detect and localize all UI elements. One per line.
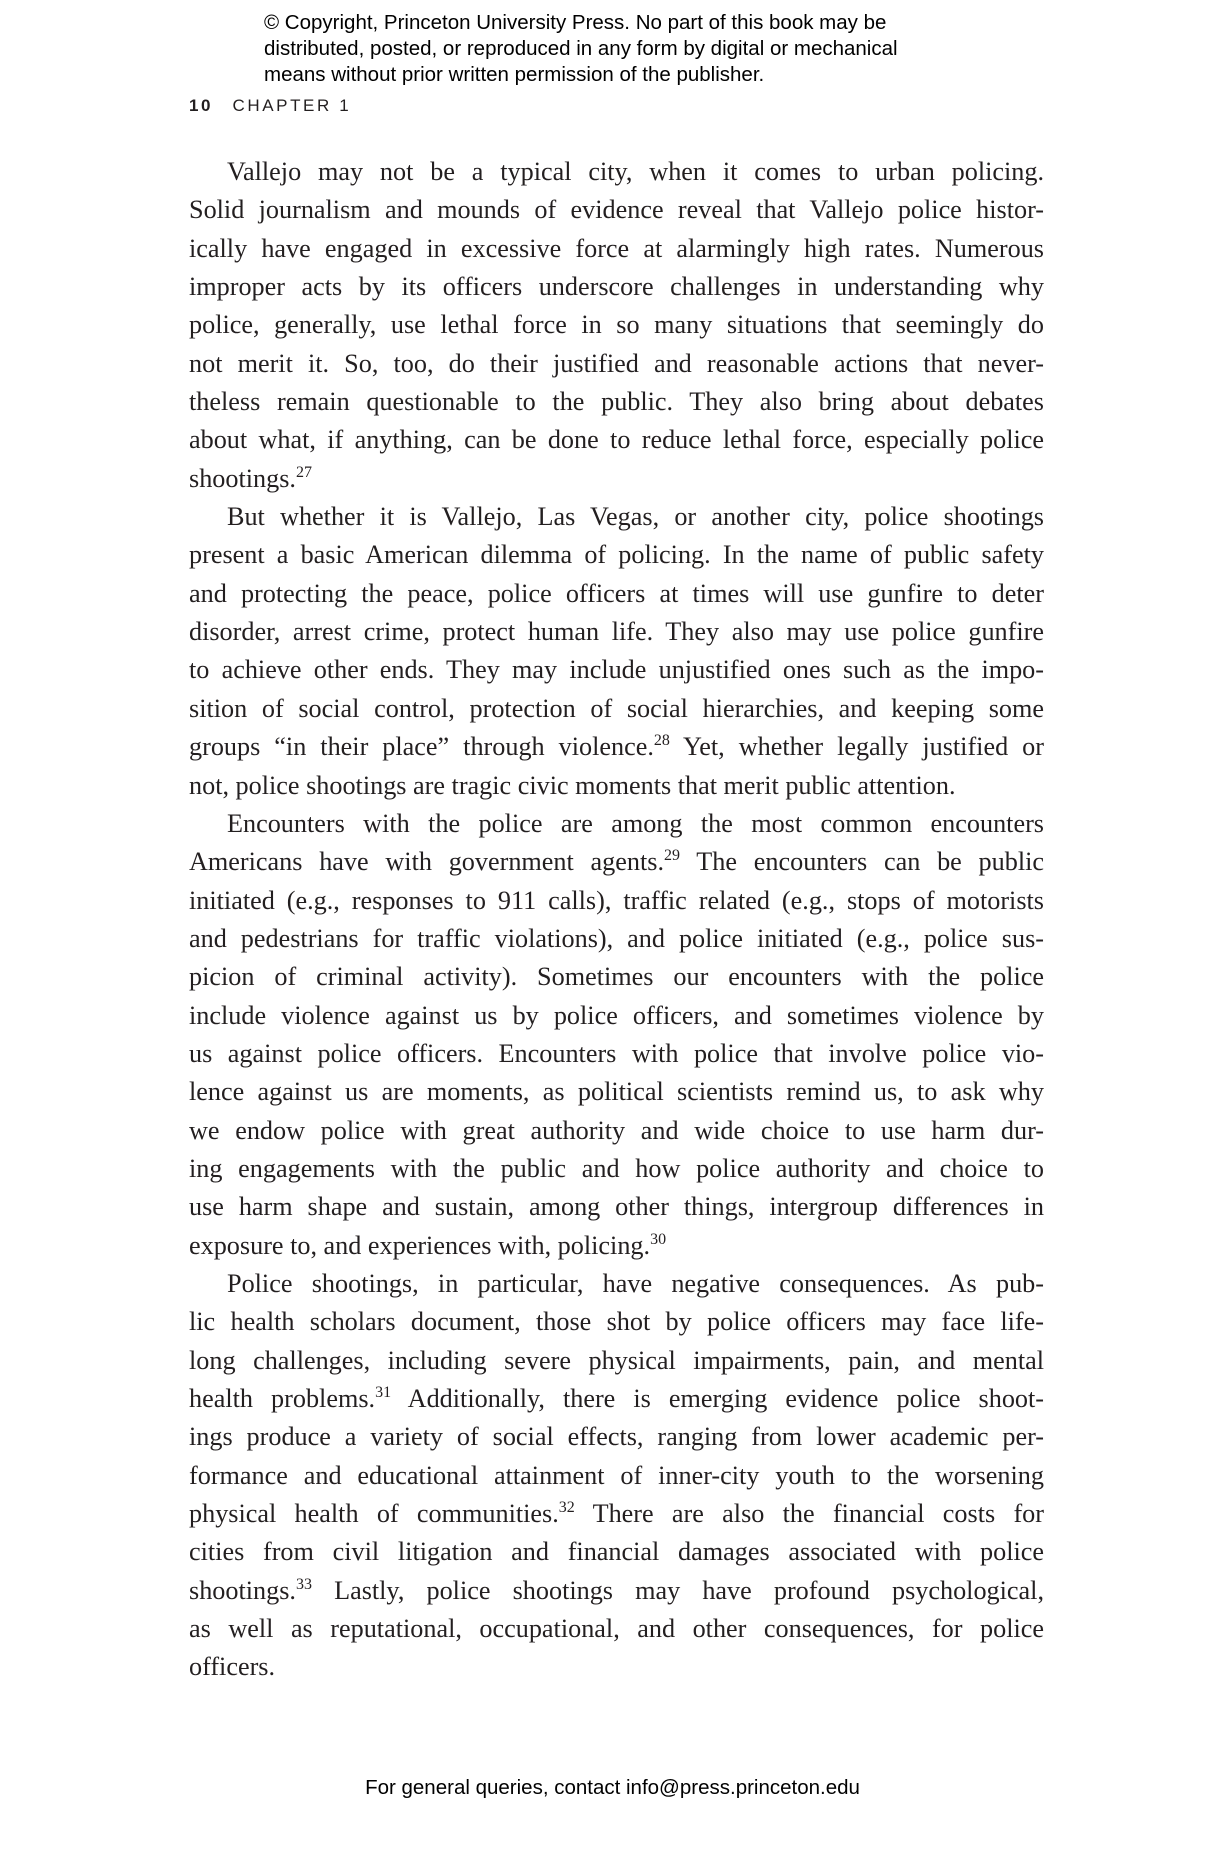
text-run: Police shootings, in particular, have negative consequences. As pub- [227,1268,1044,1298]
text-run: include violence against us by police officers, and sometimes violence by [189,1000,1044,1030]
text-line [189,1265,1044,1303]
text-line [189,1648,1044,1686]
text-line [189,651,1044,689]
text-run: as well as reputational, occupational, and other consequences, for police [189,1614,1044,1644]
text-run: Solid journalism and mounds of evidence reveal that Vallejo police histor- [189,195,1044,225]
copyright-line: means without prior written permission of the publisher. [264,63,765,86]
footnote-marker: 27 [295,463,312,481]
text-run: ically have engaged in excessive force at alarmingly high rates. Numerous [189,233,1044,263]
text-line [189,1150,1044,1188]
text-run: Additionally, there is emerging evidence police shoot- [391,1384,1044,1413]
text-run: shootings. [189,463,296,493]
footer-contact: For general queries, contact info@press.princeton.edu [365,1776,860,1799]
text-run: about what, if anything, can be done to reduce lethal force, especially police [189,425,1044,455]
page-number: 10 [189,96,214,115]
text-run: ings produce a variety of social effects, ranging from lower academic per- [189,1422,1044,1452]
paragraph [189,498,1044,805]
text-run: Yet, whether legally justified or [669,732,1044,762]
text-line [189,460,1044,498]
text-run: Lastly, police shootings may have profound psychological, [311,1575,1044,1605]
text-run: But whether it is Vallejo, Las Vegas, or another city, police shootings [227,502,1044,532]
text-line [189,728,1044,766]
text-run: formance and educational attainment of inner-city youth to the worsening [189,1460,1044,1490]
text-run: initiated (e.g., responses to 911 calls), traffic related (e.g., stops of motorists [189,885,1044,915]
body-text [189,153,1044,1687]
running-head [189,96,351,116]
text-run: use harm shape and sustain, among other things, intergroup differences in [189,1192,1044,1222]
text-line [189,575,1044,613]
text-line [189,1572,1044,1610]
text-run: disorder, arrest crime, protect human life. They also may use police gunfire [189,617,1044,647]
text-line [189,958,1044,996]
text-line [189,1227,1044,1265]
text-run: we endow police with great authority and wide choice to use harm dur- [189,1115,1044,1145]
text-line [189,268,1044,306]
text-line [189,1610,1044,1648]
text-line [189,306,1044,344]
text-run: There are also the financial costs for [574,1499,1044,1529]
footnote-marker: 31 [375,1384,392,1401]
text-line [189,1303,1044,1341]
text-line [189,191,1044,229]
text-run: sition of social control, protection of social hierarchies, and keeping some [189,693,1044,723]
text-run: to achieve other ends. They may include unjustified ones such as the impo- [189,655,1044,685]
copyright-line: distributed, posted, or reproduced in any form by digital or mechanical [264,37,898,60]
text-run: groups “in their place” through violence. [189,732,654,762]
text-run: health problems. [189,1384,376,1413]
text-run: Vallejo may not be a typical city, when it comes to urban policing. [227,157,1044,186]
text-run: not merit it. So, too, do their justified and reasonable actions that never- [189,348,1044,378]
text-run: ing engagements with the public and how police authority and choice to [189,1153,1044,1183]
text-run: lence against us are moments, as political scientists remind us, to ask why [189,1077,1044,1107]
text-run: and pedestrians for traffic violations), and police initiated (e.g., police sus- [189,923,1044,953]
paragraph [189,153,1044,498]
text-run: Americans have with government agents. [189,847,665,877]
text-line [189,1073,1044,1111]
text-run: improper acts by its officers underscore challenges in understanding why [189,272,1044,302]
text-line [189,1495,1044,1533]
chapter-label: CHAPTER 1 [232,96,352,115]
text-run: and protecting the peace, police officers at times will use gunfire to deter [189,578,1044,608]
text-line [189,843,1044,881]
footnote-marker: 28 [653,732,670,750]
text-line [189,1112,1044,1150]
text-line [189,421,1044,459]
text-line [189,997,1044,1035]
text-run: theless remain questionable to the public. They also bring about debates [189,387,1044,417]
text-run: officers. [189,1652,276,1682]
text-line [189,153,1044,191]
text-run: The encounters can be public [680,847,1045,877]
text-line [189,1188,1044,1226]
text-line [189,1342,1044,1380]
text-line [189,920,1044,958]
text-line [189,805,1044,843]
text-line [189,767,1044,805]
text-run: us against police officers. Encounters with police that involve police vio- [189,1038,1044,1068]
text-line [189,1533,1044,1571]
text-line [189,345,1044,383]
text-run: picion of criminal activity). Sometimes our encounters with the police [189,962,1044,992]
text-run: shootings. [189,1575,296,1605]
text-line [189,613,1044,651]
text-line [189,1035,1044,1073]
text-run: cities from civil litigation and financial damages associated with police [189,1537,1044,1567]
footnote-marker: 33 [295,1575,312,1593]
copyright-line: © Copyright, Princeton University Press. No part of this book may be [264,11,887,34]
text-run: long challenges, including severe physical impairments, pain, and mental [189,1345,1044,1375]
footnote-marker: 32 [558,1499,575,1517]
text-line [189,1380,1044,1418]
paragraph [189,805,1044,1265]
footnote-marker: 30 [650,1230,667,1248]
text-line [189,230,1044,268]
text-line [189,882,1044,920]
text-line [189,1457,1044,1495]
text-line [189,1418,1044,1456]
text-line [189,383,1044,421]
text-run: Encounters with the police are among the most common encounters [227,808,1044,838]
text-run: physical health of communities. [189,1499,559,1529]
text-line [189,536,1044,574]
text-run: police, generally, use lethal force in so many situations that seemingly do [189,310,1044,340]
text-line [189,498,1044,536]
text-run: exposure to, and experiences with, policing. [189,1230,651,1260]
paragraph [189,1265,1044,1687]
text-line [189,690,1044,728]
footnote-marker: 29 [664,847,681,865]
text-run: present a basic American dilemma of policing. In the name of public safety [189,540,1044,570]
text-run: not, police shootings are tragic civic moments that merit public attention. [189,770,956,800]
text-run: lic health scholars document, those shot by police officers may face life- [189,1307,1044,1337]
copyright-notice [264,10,1024,88]
